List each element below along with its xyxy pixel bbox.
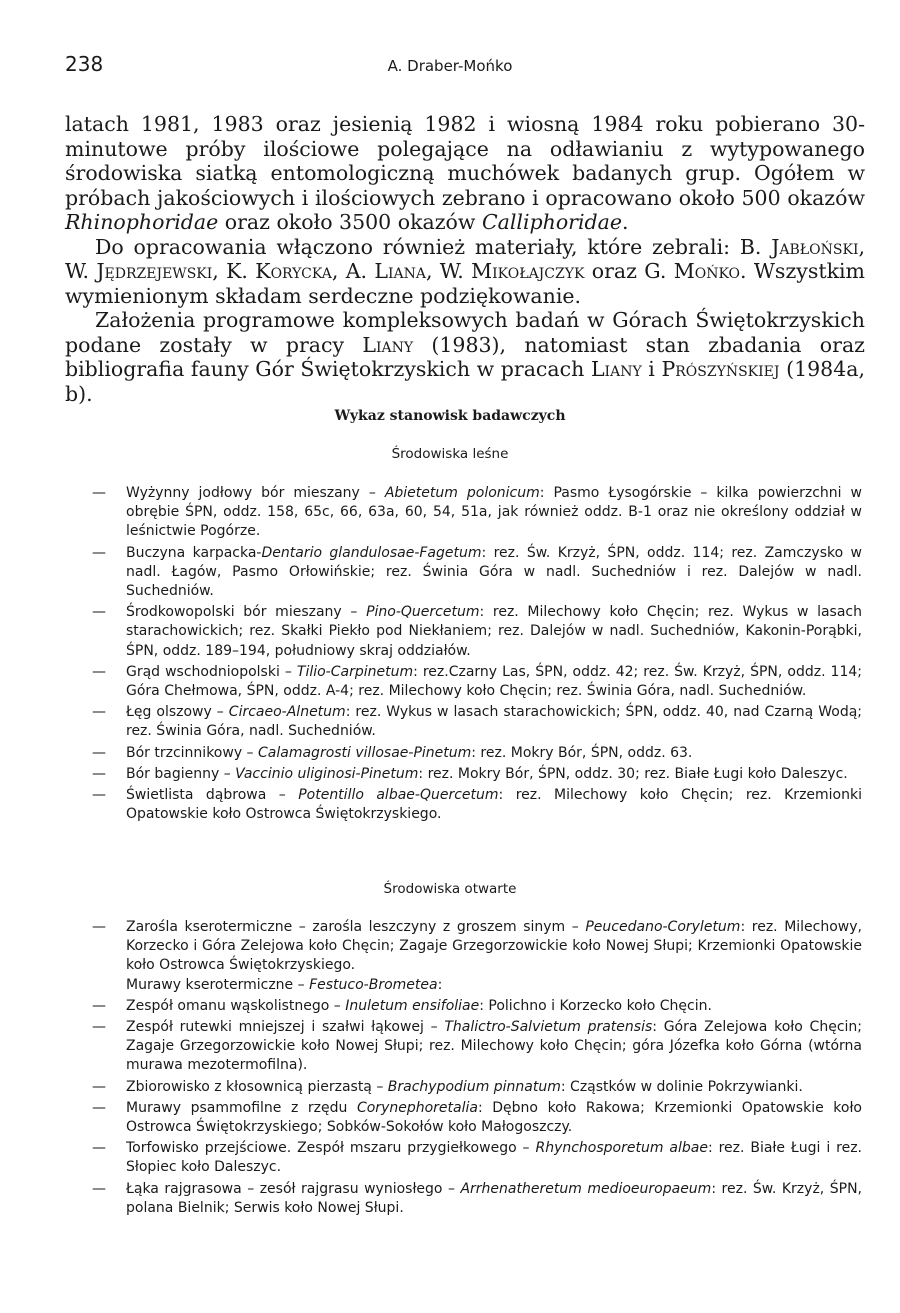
- taxon-name: Rhinophoridae: [65, 210, 219, 234]
- list-item: [92, 765, 862, 784]
- dash-marker: —: [92, 1099, 106, 1116]
- taxon-name: Dentario glandulosae-Fagetum: [261, 544, 482, 561]
- paragraph-1: [65, 112, 865, 235]
- text-span: Murawy kserotermiczne –: [126, 976, 310, 993]
- author-name: Liany: [362, 332, 414, 357]
- text-span: : rez. Św. Krzyż, ŚPN, oddz. 114; rez. Zamczysko w nadl. Łagów, Pasmo Orłowińskie; rez. Świnia Góra w nadl. Suchedniów i rez. Dalejów w nadl. Suchedniów.: [126, 544, 863, 600]
- dash-marker: —: [92, 1078, 106, 1095]
- taxon-name: Corynephoretalia: [356, 1099, 478, 1116]
- text-span: Bór trzcinnikowy –: [126, 744, 259, 761]
- text-span: : Cząstków w dolinie Pokrzywianki.: [560, 1078, 803, 1095]
- text-span: : Dębno koło Rakowa; Krzemionki Opatowskie koło Ostrowca Świętokrzyskiego; Sobków-Sokołów koło Małogoszczy.: [126, 1099, 862, 1136]
- author-name: Prószyńskiej: [661, 357, 780, 381]
- text-span: : rez. Wykus w lasach starachowickich; ŚPN, oddz. 40, nad Czarną Wodą; rez. Świnia Góra, nadl. Suchedniów.: [126, 704, 863, 740]
- text-span: . Wszystkim wymienionym składam serdeczne podziękowanie.: [65, 259, 865, 308]
- text-span: Świetlista dąbrowa –: [126, 787, 299, 804]
- list-item: [92, 703, 862, 741]
- taxon-name: Arrhenatheretum medioeuropaeum: [460, 1180, 712, 1197]
- dash-marker: —: [92, 544, 106, 561]
- list-item: [92, 744, 862, 763]
- taxon-name: Brachypodium pinnatum: [387, 1078, 561, 1095]
- dash-marker: —: [92, 704, 106, 721]
- sub-heading: [92, 976, 862, 995]
- text-span: oraz około 3500 okazów: [218, 210, 482, 234]
- text-span: Grąd wschodniopolski –: [126, 663, 297, 680]
- text-span: : rez. Św. Krzyż, ŚPN, polana Bielnik; Serwis koło Nowej Słupi.: [126, 1180, 862, 1216]
- dash-marker: —: [92, 787, 106, 804]
- text-span: Zarośla kserotermiczne – zarośla leszczyny z groszem sinym –: [126, 919, 586, 935]
- text-span: : rez. Milechowy koło Chęcin; rez. Wykus w lasach starachowickich; rez. Skałki Piekło pod Niekłaniem; rez. Dalejów w nadl. Suchedniów, Kakonin-Porąbki, ŚPN, oddz. 189–194, południowy skraj oddziałów.: [126, 604, 862, 659]
- text-span: : rez. Mokry Bór, ŚPN, oddz. 30; rez. Białe Ługi koło Daleszyc.: [418, 765, 848, 782]
- text-span: : rez. Milechowy, Korzecko i Góra Zelejowa koło Chęcin; Zagaje Grzegorzowickie koło Nowej Słupi; Krzemionki Opatowskie koło Ostrowca Świętokrzyskiego.: [126, 919, 862, 974]
- dash-marker: —: [92, 997, 106, 1014]
- running-head-author: A. Draber-Mońko: [387, 57, 513, 75]
- taxon-name: Peucedano-Coryletum: [585, 919, 741, 935]
- taxon-name: Abietetum polonicum: [384, 485, 540, 501]
- forest-entries: [92, 484, 862, 826]
- intro-text: [65, 112, 865, 406]
- text-span: oraz: [584, 259, 645, 283]
- dash-marker: —: [92, 604, 106, 621]
- text-span: Bór bagienny –: [126, 765, 236, 782]
- text-span: : rez. Białe Ługi i rez. Słopiec koło Daleszyc.: [126, 1140, 862, 1176]
- text-span: Zespół rutewki mniejszej i szałwi łąkowej –: [126, 1019, 445, 1036]
- text-span: Torfowisko przejściowe. Zespół mszaru przygiełkowego –: [126, 1140, 536, 1157]
- taxon-name: Vaccinio uliginosi-Pinetum: [235, 765, 419, 782]
- section-title: Wykaz stanowisk badawczych: [334, 408, 566, 424]
- list-item: [92, 786, 862, 824]
- taxon-name: Calliphoridae: [481, 210, 623, 234]
- text-span: .: [622, 210, 629, 234]
- text-span: i: [641, 357, 662, 381]
- taxon-name: Inuletum ensifoliae: [345, 997, 480, 1014]
- text-span: Buczyna karpacka-: [126, 544, 262, 561]
- page-number: 238: [65, 52, 104, 76]
- text-span: Murawy psammofilne z rzędu: [126, 1099, 357, 1116]
- taxon-name: Tilio-Carpinetum: [296, 663, 414, 680]
- list-item: [92, 544, 862, 602]
- text-span: (1983), natomiast stan zbadania oraz bibliografia fauny Gór Świętokrzyskich w pracach: [65, 332, 865, 381]
- dash-marker: —: [92, 1140, 106, 1157]
- paragraph-2: [65, 235, 865, 309]
- text-span: Założenia programowe kompleksowych badań w Górach Świętokrzyskich podane zostały w pracy: [65, 308, 865, 357]
- text-span: Do opracowania włączono również materiały, które zebrali:: [95, 234, 740, 259]
- dash-marker: —: [92, 485, 106, 501]
- list-item: [92, 1139, 862, 1177]
- taxon-name: Calamagrosti villosae-Pinetum: [258, 744, 472, 761]
- text-span: (1984a, b).: [65, 357, 866, 406]
- text-span: Środkowopolski bór mieszany –: [126, 604, 367, 621]
- collector-names: B. Jabłoński, W. Jędrzejewski, K. Korycka, A. Liana, W. Mikołajczyk: [65, 234, 865, 283]
- text-span: : rez.Czarny Las, ŚPN, oddz. 42; rez. Św. Krzyż, ŚPN, oddz. 114; Góra Chełmowa, ŚPN, oddz. A-4; rez. Milechowy koło Chęcin; rez. Świnia Góra, nadl. Suchedniów.: [126, 663, 862, 700]
- list-item: [92, 997, 862, 1016]
- text-span: Wyżynny jodłowy bór mieszany –: [126, 485, 385, 501]
- paragraph-3: [65, 308, 865, 406]
- dash-marker: —: [92, 919, 106, 935]
- text-span: Zbiorowisko z kłosownicą pierzastą –: [126, 1078, 388, 1095]
- collector-name: G. Mońko: [644, 259, 741, 283]
- text-span: latach 1981, 1983 oraz jesienią 1982 i wiosną 1984 roku pobierano 30-minutowe próby ilościowe polegające na odławianiu z wytypowanego środowiska siatką entomologiczną muchówek badanych grup. Ogółem w próbach jakościowych i ilościowych zebrano i opracowano około 500 okazów: [65, 112, 865, 210]
- list-item: [92, 1018, 862, 1076]
- text-span: Łęg olszowy –: [126, 704, 229, 721]
- text-span: Zespół omanu wąskolistnego –: [126, 997, 346, 1014]
- group-title-open: Środowiska otwarte: [383, 881, 517, 897]
- author-name: Liany: [590, 357, 642, 381]
- list-item: [92, 1078, 862, 1097]
- dash-marker: —: [92, 1180, 106, 1197]
- list-item: [92, 663, 862, 701]
- text-span: : rez. Mokry Bór, ŚPN, oddz. 63.: [471, 744, 693, 761]
- open-entries: [92, 918, 862, 1220]
- taxon-name: Circaeo-Alnetum: [228, 704, 346, 721]
- group-title-forest: Środowiska leśne: [391, 446, 509, 462]
- dash-marker: —: [92, 1019, 106, 1036]
- text-span: : rez. Milechowy koło Chęcin; rez. Krzemionki Opatowskie koło Ostrowca Świętokrzyskiego.: [126, 787, 862, 823]
- taxon-name: Festuco-Brometea: [309, 976, 438, 993]
- text-span: : Polichno i Korzecko koło Chęcin.: [479, 997, 712, 1014]
- text-span: :: [437, 976, 443, 993]
- taxon-name: Pino-Quercetum: [366, 604, 480, 621]
- dash-marker: —: [92, 663, 106, 680]
- list-item: [92, 918, 862, 976]
- dash-marker: —: [92, 765, 106, 782]
- text-span: Łąka rajgrasowa – zesół rajgrasu wyniosłego –: [126, 1180, 461, 1197]
- text-span: : Góra Zelejowa koło Chęcin; Zagaje Grzegorzowickie koło Nowej Słupi; rez. Milechowy koło Chęcin; góra Józefka koło Górna (wtórna murawa mezotermofilna).: [126, 1019, 862, 1074]
- taxon-name: Thalictro-Salvietum pratensis: [444, 1019, 653, 1036]
- text-span: : Pasmo Łysogórskie – kilka powierzchni w obrębie ŚPN, oddz. 158, 65c, 66, 63a, 60, 54, 51a, jak również oddz. B-1 oraz nie określony oddział w leśnictwie Pogórze.: [126, 485, 862, 540]
- list-item: [92, 603, 862, 661]
- list-item: [92, 1180, 862, 1218]
- taxon-name: Rhynchosporetum albae: [535, 1140, 708, 1157]
- taxon-name: Potentillo albae-Quercetum: [298, 787, 499, 804]
- dash-marker: —: [92, 744, 106, 761]
- list-item: [92, 484, 862, 542]
- list-item: [92, 1099, 862, 1137]
